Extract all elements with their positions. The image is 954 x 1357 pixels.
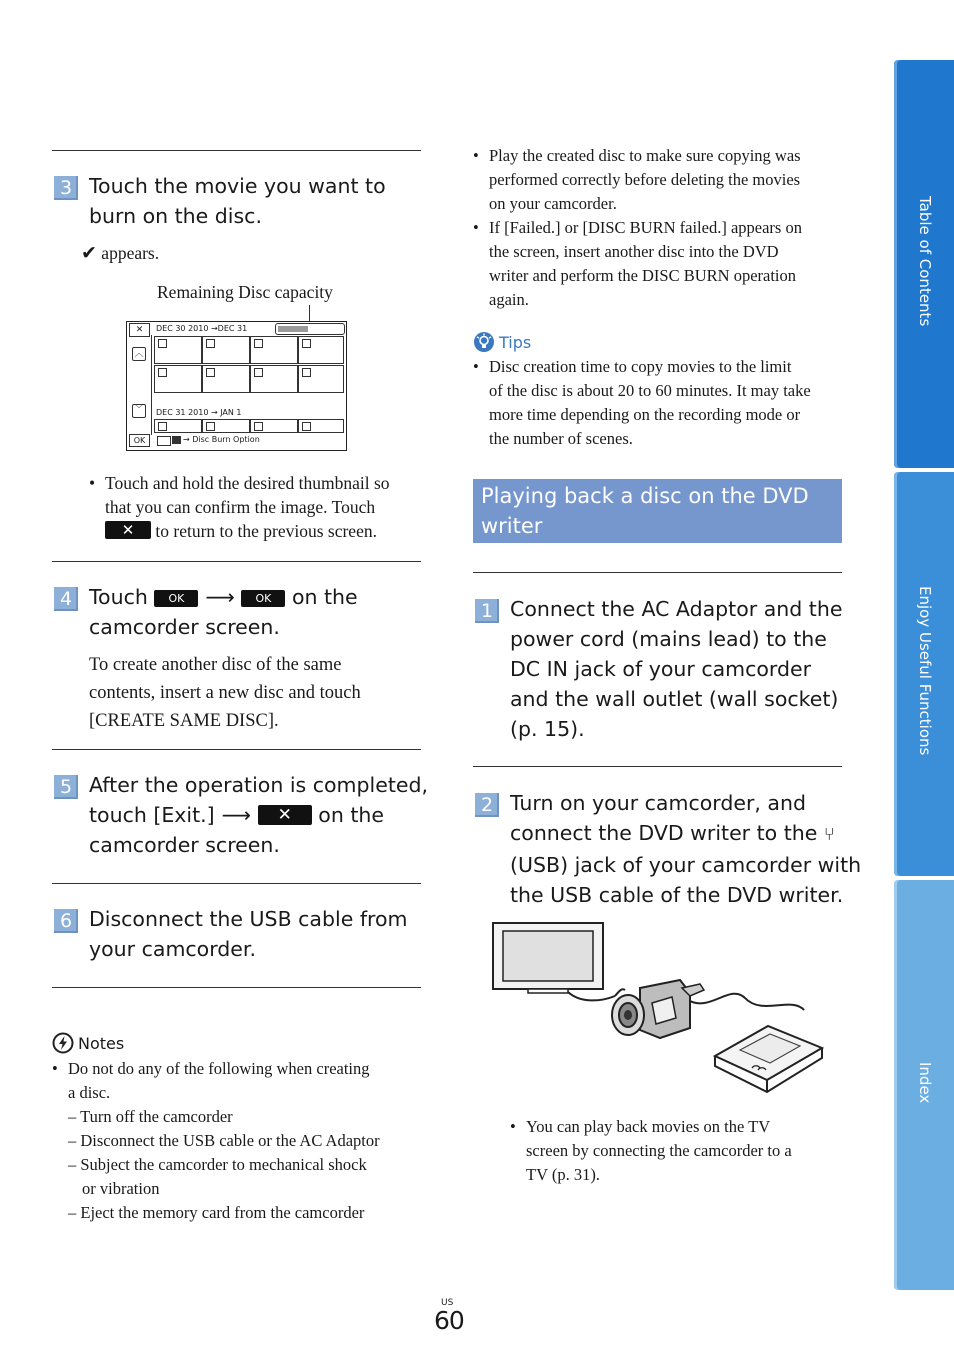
lcd-divider [151,335,152,435]
step-1-heading [510,594,842,744]
bullet-line: that you can confirm the image. Touch [105,497,376,517]
divider [52,150,421,151]
on-the-text: on the [291,585,358,609]
notes-body [52,1057,422,1225]
bullet-line: again. [489,290,529,309]
bullet-line: • Touch and hold the desired thumbnail so [105,473,390,493]
heading-line: Connect the AC Adaptor and the [510,597,843,621]
step-4-heading [89,582,358,642]
tip-line: of the disc is about 20 to 60 minutes. It may take [489,381,811,400]
check-icon: ✔ [81,242,97,264]
arrow-right-icon: ⟶ [221,803,251,827]
tab-enjoy-useful-functions[interactable] [894,472,954,876]
heading-line: camcorder screen. [89,615,280,639]
section-title-line: writer [481,514,543,538]
ok-button-icon: OK [154,590,198,607]
step-number-3: 3 [54,176,78,200]
heading-line: Disconnect the USB cable from [89,907,408,931]
heading-line: After the operation is completed, [89,773,429,797]
right-bottom-bullet [510,1115,850,1187]
dvd-writer-icon [715,1026,822,1092]
arrow-right-icon: ⟶ [205,585,235,609]
notes-title: Notes [78,1034,125,1053]
note-dash-item: – Disconnect the USB cable or the AC Adaptor [68,1131,380,1150]
bullet-line: the screen, insert another disc into the DVD [489,242,779,261]
connection-illustration [490,918,830,1103]
appears-text: appears. [101,243,160,263]
step-5-heading [89,770,428,860]
lcd-ok-button: OK [129,434,150,447]
body-line: To create another disc of the same [89,655,342,675]
note-dash-item: – Eject the memory card from the camcorder [68,1203,365,1222]
step-4-body [89,651,361,735]
bullet-line: • If [Failed.] or [DISC BURN failed.] appears on [489,218,802,237]
section-title [473,479,842,543]
bullet-line: TV (p. 31). [526,1165,600,1184]
lcd-burn-option: → Disc Burn Option [183,435,260,444]
step-number-5: 5 [54,775,78,799]
note-dash-item: – Subject the camcorder to mechanical shock [68,1155,367,1174]
bullet-line: on your camcorder. [489,194,617,213]
lcd-date-top: DEC 30 2010 →DEC 31 [156,324,248,333]
tip-line: more time depending on the recording mode or [489,405,801,424]
step-number-2: 2 [475,793,499,817]
step-2-heading [510,788,861,910]
tips-icon [473,331,495,353]
step-3-heading [89,171,386,231]
heading-line: connect the DVD writer to the [510,821,818,845]
scroll-down-icon: ﹀ [132,404,146,418]
step-number-6: 6 [54,909,78,933]
page-number: 60 [434,1306,464,1335]
scroll-up-icon: ︿ [132,347,146,361]
bullet-line: • Play the created disc to make sure copying was [489,146,801,165]
capacity-caption: Remaining Disc capacity [157,282,333,302]
disc-icon [172,436,181,444]
lcd-screen-illustration [126,305,348,452]
heading-line: power cord (mains lead) to the [510,627,827,651]
heading-line: and the wall outlet (wall socket) [510,687,839,711]
camcorder-icon [612,980,704,1038]
heading-line: (USB) jack of your camcorder with [510,853,862,877]
movie-icon [157,436,171,446]
heading-line: DC IN jack of your camcorder [510,657,812,681]
divider [52,883,421,884]
bullet-line: writer and perform the DISC BURN operation [489,266,797,285]
tab-index[interactable] [894,880,954,1290]
disc-capacity-bar [275,323,345,335]
note-dash-item: or vibration [82,1179,160,1198]
disc-capacity-fill [278,326,308,332]
divider [473,766,842,767]
step-6-heading [89,904,408,964]
tab-label: Index [916,1062,934,1104]
touch-exit-text: touch [Exit.] [89,803,215,827]
heading-line: the USB cable of the DVD writer. [510,883,844,907]
heading-line: Touch the movie you want to [89,174,386,198]
bullet-line: performed correctly before deleting the movies [489,170,801,189]
heading-line: your camcorder. [89,937,256,961]
section-title-line: Playing back a disc on the DVD [481,484,809,508]
right-top-bullets [473,144,845,312]
touch-text: Touch [89,585,148,609]
body-line: [CREATE SAME DISC]. [89,711,279,731]
lcd-date-bottom: DEC 31 2010 → JAN 1 [156,408,242,417]
divider [52,749,421,750]
usb-icon: ⑂ [823,824,835,845]
tip-line: the number of scenes. [489,429,633,448]
step-3-bullet [89,471,419,543]
tip-line: • Disc creation time to copy movies to the limit [489,357,792,376]
heading-line: Turn on your camcorder, and [510,791,806,815]
divider [473,572,842,573]
tab-table-of-contents[interactable] [894,60,954,468]
tv-icon [493,923,603,993]
tips-title: Tips [499,333,532,352]
step-number-4: 4 [54,587,78,611]
body-line: contents, insert a new disc and touch [89,683,361,703]
appears-line [81,241,159,265]
on-the-text: on the [318,803,384,827]
close-icon: ✕ [129,323,150,337]
caption-pointer-line [309,305,310,321]
note-line: a disc. [68,1083,111,1102]
note-dash-item: – Turn off the camcorder [68,1107,233,1126]
note-line: • Do not do any of the following when creating [68,1059,370,1078]
ok-button-icon: OK [241,590,285,607]
bullet-line: • You can play back movies on the TV [526,1117,771,1136]
region-code: US [441,1298,454,1308]
tab-label: Enjoy Useful Functions [916,586,934,756]
step-number-1: 1 [475,599,499,623]
bullet-line: screen by connecting the camcorder to a [526,1141,792,1160]
heading-line: (p. 15). [510,717,585,741]
bullet-line: to return to the previous screen. [155,521,377,541]
notes-icon [52,1032,74,1054]
close-x-icon: ✕ [258,805,312,825]
divider [52,561,421,562]
heading-line: camcorder screen. [89,833,280,857]
tips-body [473,355,845,451]
heading-line: burn on the disc. [89,204,262,228]
tab-label: Table of Contents [916,196,934,327]
divider [52,987,421,988]
close-x-icon: ✕ [105,521,151,539]
